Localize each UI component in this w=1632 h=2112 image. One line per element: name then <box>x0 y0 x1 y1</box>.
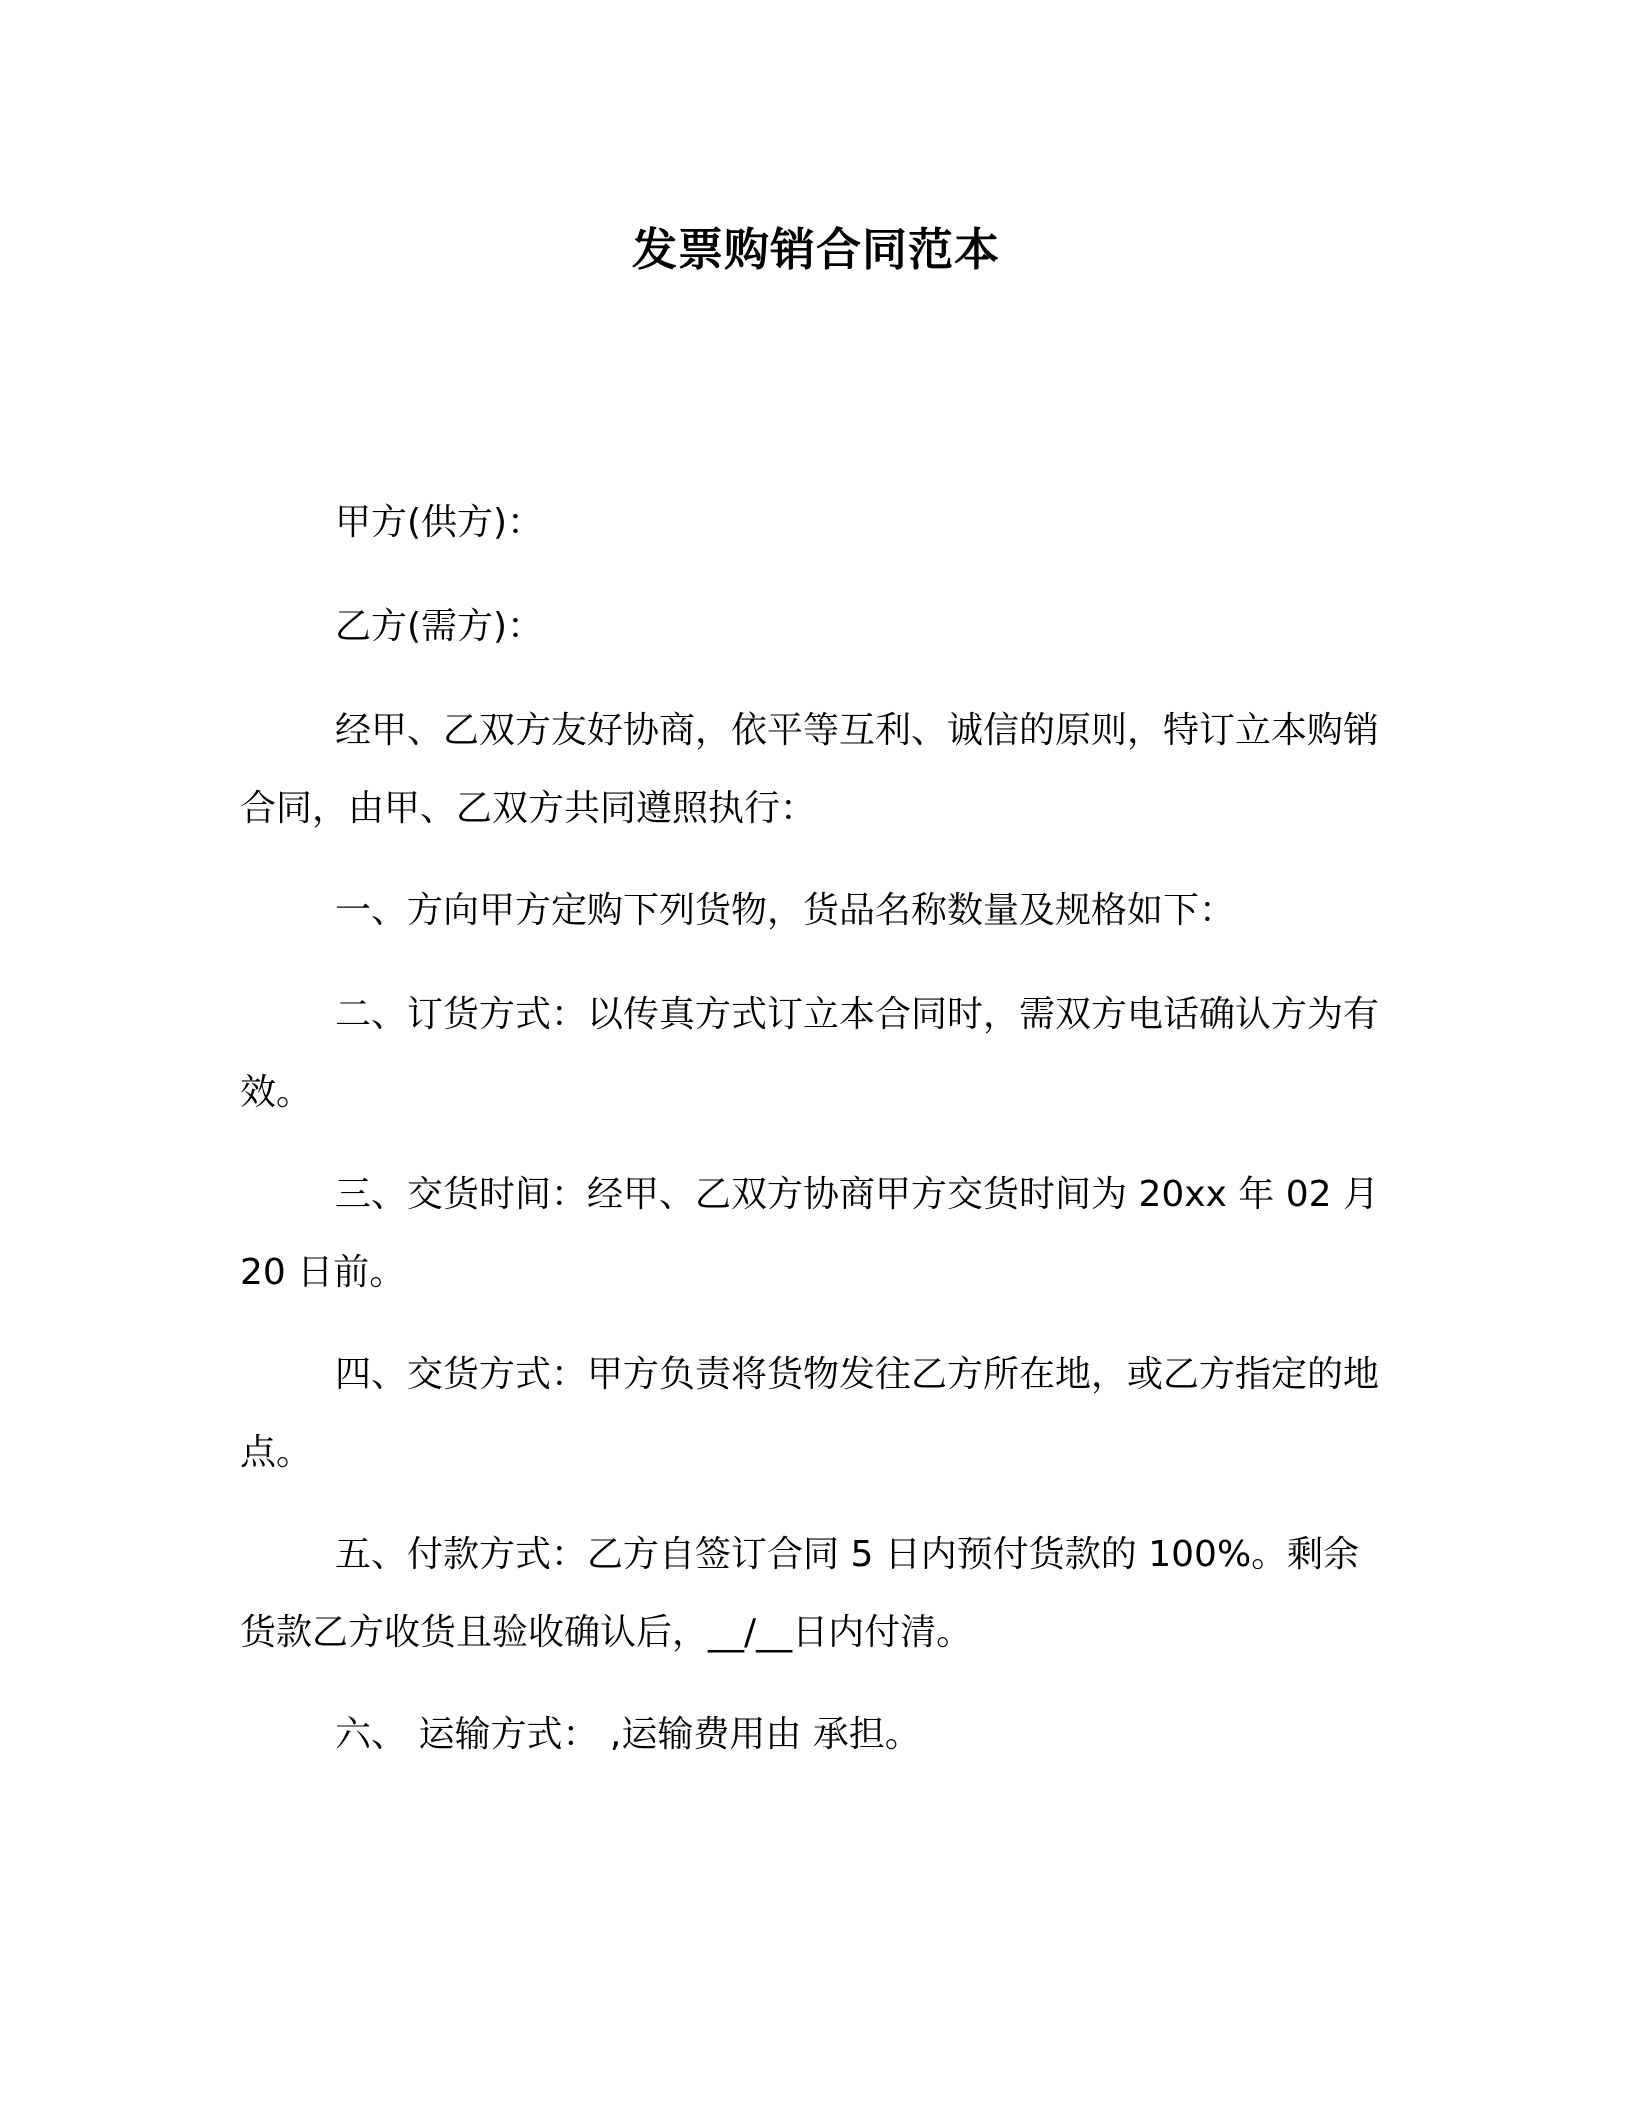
document-title: 发票购销合同范本 <box>631 223 1000 276</box>
clause-1-paragraph: 一、方向甲方定购下列货物，货品名称数量及规格如下： <box>335 890 1236 931</box>
preamble-paragraph: 经甲、乙双方友好协商，依平等互利、诚信的原则，特订立本购销合同，由甲、乙双方共同遵照执行： <box>240 710 1380 829</box>
party-a-line: 甲方(供方)： <box>335 502 544 543</box>
clause-6-paragraph: 六、 运输方式： ,运输费用由 承担。 <box>335 1714 921 1755</box>
clause-4-paragraph: 四、交货方式：甲方负责将货物发往乙方所在地，或乙方指定的地点。 <box>240 1354 1380 1473</box>
clause-5-paragraph: 五、付款方式：乙方自签订合同 5 日内预付货款的 100%。剩余货款乙方收货且验收确认后，__/__日内付清。 <box>240 1534 1360 1653</box>
clause-2-paragraph: 二、订货方式：以传真方式订立本合同时，需双方电话确认方为有效。 <box>240 994 1380 1113</box>
clause-3-paragraph: 三、交货时间：经甲、乙双方协商甲方交货时间为 20xx 年 02 月 20 日前。 <box>240 1174 1380 1293</box>
party-b-line: 乙方(需方)： <box>335 606 544 647</box>
